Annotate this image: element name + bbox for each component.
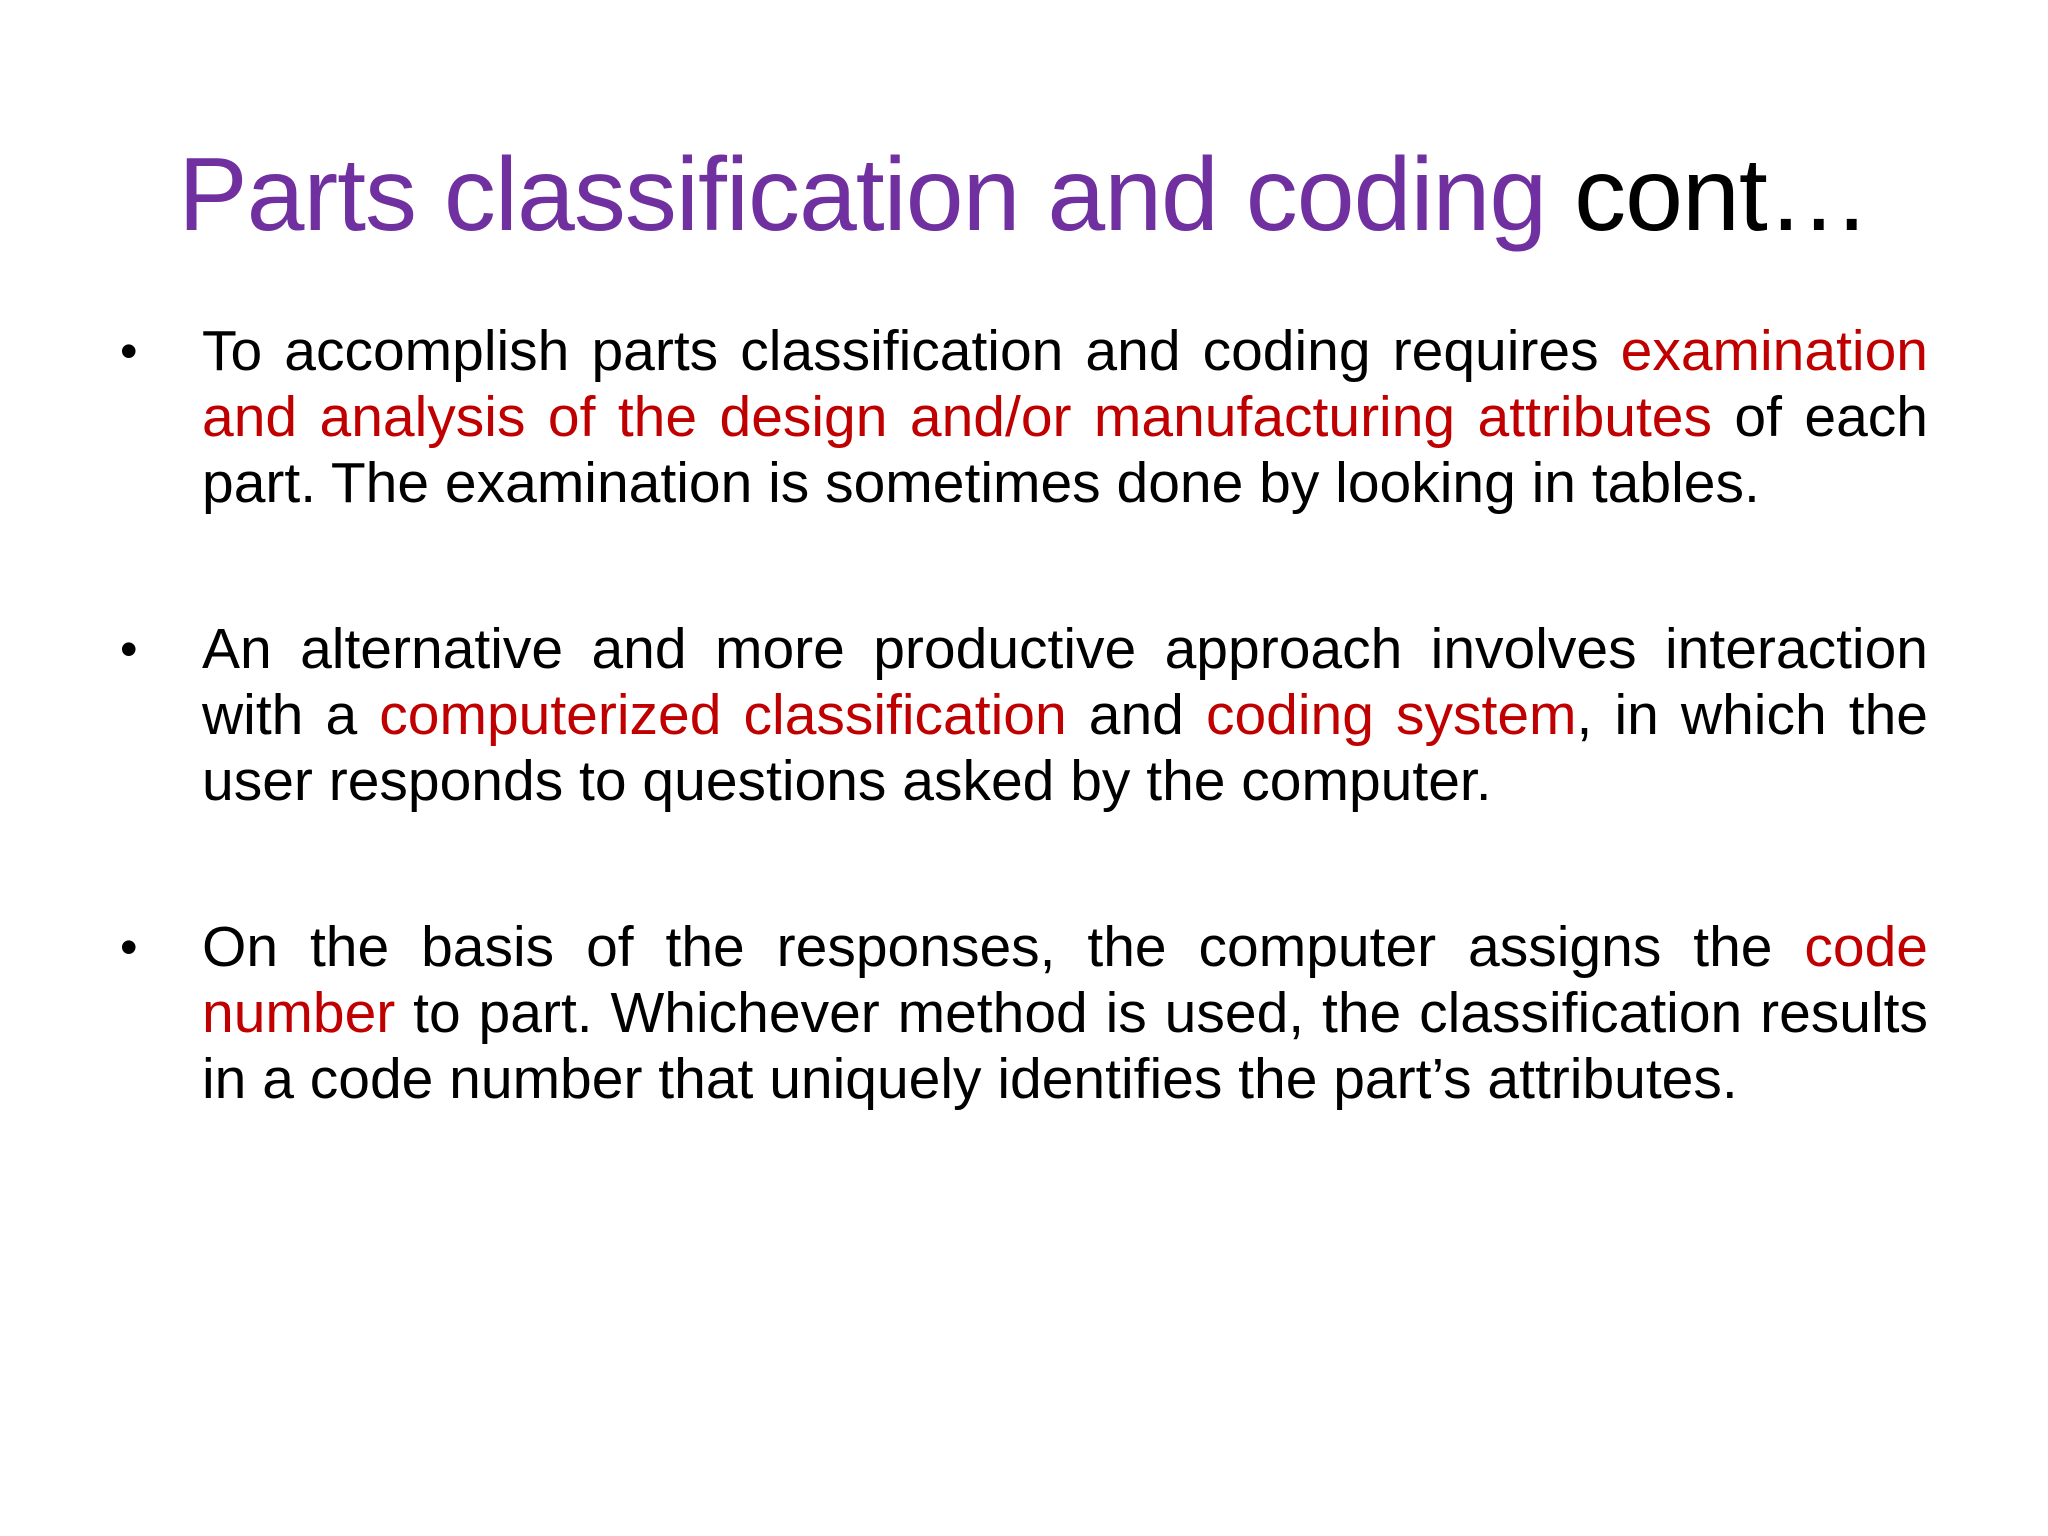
bullet-text-1: [202, 319, 1928, 515]
bullet-1-segment-3: of each part. The examination is sometimes done by looking in tables.: [202, 385, 1928, 515]
bullet-item-1: [120, 318, 1928, 516]
bullet-item-3: [120, 914, 1928, 1112]
title-accent-text: Parts classification and coding: [178, 137, 1547, 253]
bullet-2-segment-3: and: [1066, 683, 1206, 747]
bullet-2-highlight-2: coding system: [1205, 683, 1577, 747]
title-suffix-text: cont…: [1574, 137, 1870, 253]
bullet-item-2: [120, 616, 1928, 814]
bullet-marker: •: [120, 323, 138, 379]
bullet-text-2: [202, 617, 1928, 813]
bullet-1-highlight-1: examination and analysis of the design and/or manufacturing attributes: [202, 319, 1928, 449]
bullet-3-highlight-1: code number: [202, 915, 1928, 1045]
bullet-text-3: [202, 915, 1928, 1111]
bullet-marker: •: [120, 919, 138, 975]
bullet-2-segment-1: An alternative and more productive approach involves interaction with a: [202, 617, 1928, 747]
slide-title: [0, 130, 2048, 260]
bullet-2-segment-5: , in which the user responds to questions asked by the computer.: [202, 683, 1928, 813]
bullet-1-segment-1: To accomplish parts classification and coding requires: [202, 319, 1621, 383]
bullet-3-segment-1: On the basis of the responses, the computer assigns the: [202, 915, 1805, 979]
bullet-3-segment-3: to part. Whichever method is used, the classification results in a code number that uniquely identifies the part’s attributes.: [202, 981, 1928, 1111]
bullet-marker: •: [120, 621, 138, 677]
bullet-list: [120, 318, 1928, 1212]
bullet-2-highlight-1: computerized classification: [379, 683, 1067, 747]
